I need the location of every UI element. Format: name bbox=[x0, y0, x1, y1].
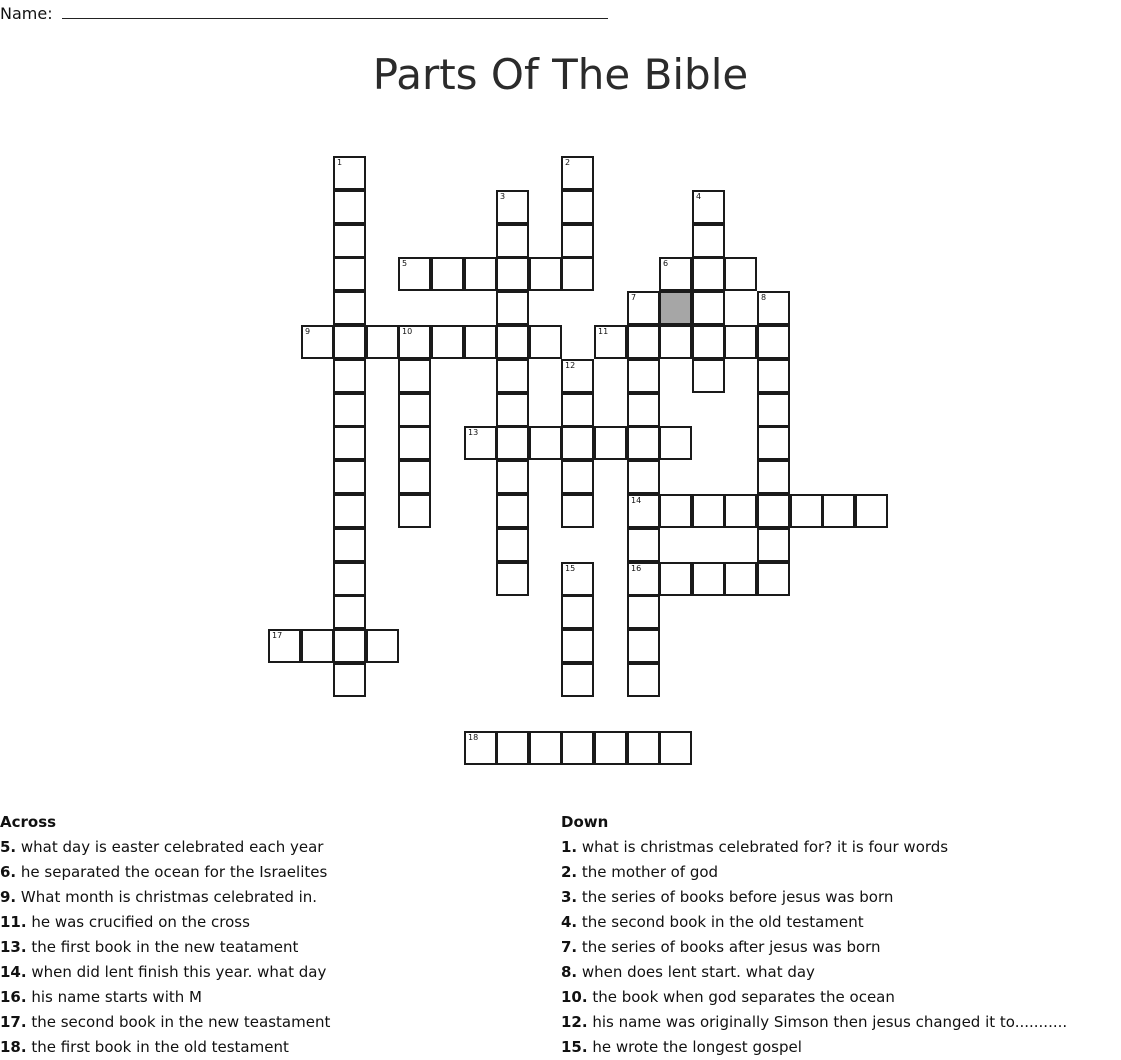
clue-item bbox=[0, 1035, 550, 1060]
clue-item-number: 1. bbox=[561, 838, 578, 856]
clue-item bbox=[561, 1035, 1121, 1060]
crossword-square[interactable] bbox=[594, 426, 627, 460]
clue-item bbox=[561, 985, 1121, 1010]
clue-number: 12 bbox=[565, 361, 576, 370]
crossword-square[interactable] bbox=[627, 528, 660, 562]
crossword-square[interactable] bbox=[692, 291, 725, 325]
crossword-square[interactable] bbox=[333, 663, 366, 697]
crossword-square[interactable] bbox=[333, 595, 366, 629]
crossword-square[interactable] bbox=[561, 494, 594, 528]
clue-item-number: 15. bbox=[561, 1038, 588, 1056]
crossword-square[interactable] bbox=[692, 190, 725, 224]
crossword-square[interactable] bbox=[724, 562, 757, 596]
crossword-square[interactable] bbox=[659, 494, 692, 528]
across-clue-list bbox=[0, 835, 550, 1060]
crossword-square[interactable] bbox=[496, 494, 529, 528]
crossword-square[interactable] bbox=[398, 494, 431, 528]
crossword-square[interactable] bbox=[333, 291, 366, 325]
crossword-square[interactable] bbox=[333, 257, 366, 291]
clue-number: 10 bbox=[402, 327, 413, 336]
crossword-square[interactable] bbox=[724, 325, 757, 359]
crossword-square[interactable] bbox=[757, 528, 790, 562]
crossword-square[interactable] bbox=[627, 562, 660, 596]
clue-item-text: he wrote the longest gospel bbox=[587, 1038, 802, 1056]
crossword-square[interactable] bbox=[561, 224, 594, 258]
clue-item-number: 16. bbox=[0, 988, 27, 1006]
crossword-square[interactable] bbox=[561, 731, 594, 765]
crossword-square[interactable] bbox=[627, 663, 660, 697]
crossword-square[interactable] bbox=[561, 393, 594, 427]
clue-item-number: 6. bbox=[0, 863, 17, 881]
crossword-square[interactable] bbox=[757, 291, 790, 325]
crossword-square[interactable] bbox=[333, 562, 366, 596]
crossword-square[interactable] bbox=[561, 595, 594, 629]
crossword-square[interactable] bbox=[627, 629, 660, 663]
clue-item bbox=[0, 985, 550, 1010]
clue-item-text: he separated the ocean for the Israelites bbox=[16, 863, 328, 881]
crossword-square[interactable] bbox=[398, 359, 431, 393]
clue-item-number: 14. bbox=[0, 963, 27, 981]
crossword-square[interactable] bbox=[529, 325, 562, 359]
clue-item-text: What month is christmas celebrated in. bbox=[16, 888, 318, 906]
crossword-square[interactable] bbox=[561, 359, 594, 393]
crossword-square[interactable] bbox=[659, 731, 692, 765]
shaded-square bbox=[659, 291, 692, 325]
crossword-square[interactable] bbox=[496, 426, 529, 460]
crossword-square[interactable] bbox=[757, 393, 790, 427]
clue-item-number: 5. bbox=[0, 838, 17, 856]
clue-number: 13 bbox=[468, 428, 479, 437]
clue-item-text: the mother of god bbox=[577, 863, 719, 881]
crossword-square[interactable] bbox=[627, 426, 660, 460]
crossword-square[interactable] bbox=[333, 190, 366, 224]
clue-item-text: he was crucified on the cross bbox=[26, 913, 250, 931]
clue-number: 1 bbox=[337, 158, 343, 167]
crossword-square[interactable] bbox=[398, 257, 431, 291]
crossword-square[interactable] bbox=[496, 528, 529, 562]
clue-item bbox=[561, 935, 1121, 960]
crossword-square[interactable] bbox=[822, 494, 855, 528]
clue-item-text: the first book in the new teatament bbox=[26, 938, 299, 956]
crossword-square[interactable] bbox=[561, 663, 594, 697]
crossword-square[interactable] bbox=[333, 224, 366, 258]
crossword-square[interactable] bbox=[757, 562, 790, 596]
crossword-square[interactable] bbox=[529, 731, 562, 765]
clue-number: 4 bbox=[696, 192, 702, 201]
crossword-square[interactable] bbox=[496, 460, 529, 494]
clue-item-number: 18. bbox=[0, 1038, 27, 1056]
crossword-square[interactable] bbox=[757, 460, 790, 494]
across-heading: Across bbox=[0, 813, 57, 831]
down-clues bbox=[561, 810, 1121, 1060]
crossword-square[interactable] bbox=[301, 629, 334, 663]
clue-item-text: the series of books after jesus was born bbox=[577, 938, 881, 956]
page-title: Parts Of The Bible bbox=[372, 50, 749, 99]
crossword-square[interactable] bbox=[431, 325, 464, 359]
crossword-square[interactable] bbox=[496, 359, 529, 393]
across-clues bbox=[0, 810, 550, 1060]
crossword-square[interactable] bbox=[398, 393, 431, 427]
clue-number: 14 bbox=[631, 496, 642, 505]
crossword-square[interactable] bbox=[855, 494, 888, 528]
crossword-square[interactable] bbox=[464, 426, 497, 460]
crossword-square[interactable] bbox=[561, 190, 594, 224]
crossword-square[interactable] bbox=[529, 257, 562, 291]
clue-item bbox=[561, 860, 1121, 885]
crossword-square[interactable] bbox=[301, 325, 334, 359]
clue-number: 11 bbox=[598, 327, 609, 336]
clue-item-text: the first book in the old testament bbox=[26, 1038, 289, 1056]
clue-item-number: 2. bbox=[561, 863, 578, 881]
crossword-square[interactable] bbox=[692, 224, 725, 258]
crossword-square[interactable] bbox=[496, 393, 529, 427]
crossword-square[interactable] bbox=[659, 562, 692, 596]
clue-item-text: when did lent finish this year. what day bbox=[26, 963, 327, 981]
crossword-square[interactable] bbox=[561, 426, 594, 460]
clue-number: 15 bbox=[565, 564, 576, 573]
clue-item-text: the series of books before jesus was born bbox=[577, 888, 894, 906]
clue-item bbox=[0, 910, 550, 935]
crossword-square[interactable] bbox=[659, 257, 692, 291]
clue-number: 7 bbox=[631, 293, 637, 302]
crossword-square[interactable] bbox=[333, 629, 366, 663]
crossword-square[interactable] bbox=[333, 426, 366, 460]
crossword-square[interactable] bbox=[659, 325, 692, 359]
clue-item-number: 8. bbox=[561, 963, 578, 981]
crossword-square[interactable] bbox=[561, 562, 594, 596]
clue-number: 5 bbox=[402, 259, 408, 268]
crossword-square[interactable] bbox=[724, 257, 757, 291]
clue-item-number: 12. bbox=[561, 1013, 588, 1031]
clue-number: 9 bbox=[305, 327, 311, 336]
crossword-square[interactable] bbox=[464, 731, 497, 765]
crossword-square[interactable] bbox=[496, 257, 529, 291]
crossword-square[interactable] bbox=[757, 325, 790, 359]
crossword-square[interactable] bbox=[790, 494, 823, 528]
clue-item-text: when does lent start. what day bbox=[577, 963, 815, 981]
crossword-square[interactable] bbox=[496, 325, 529, 359]
clue-item-number: 3. bbox=[561, 888, 578, 906]
crossword-square[interactable] bbox=[627, 325, 660, 359]
clue-item bbox=[561, 885, 1121, 910]
crossword-square[interactable] bbox=[496, 731, 529, 765]
crossword-square[interactable] bbox=[398, 325, 431, 359]
clue-number: 8 bbox=[761, 293, 767, 302]
clue-item bbox=[0, 960, 550, 985]
clue-item-number: 4. bbox=[561, 913, 578, 931]
crossword-square[interactable] bbox=[561, 257, 594, 291]
crossword-square[interactable] bbox=[757, 494, 790, 528]
crossword-square[interactable] bbox=[333, 393, 366, 427]
crossword-square[interactable] bbox=[333, 460, 366, 494]
crossword-square[interactable] bbox=[496, 190, 529, 224]
clue-item bbox=[0, 860, 550, 885]
crossword-square[interactable] bbox=[627, 731, 660, 765]
crossword-square[interactable] bbox=[692, 257, 725, 291]
clue-item-text: the second book in the old testament bbox=[577, 913, 864, 931]
clue-item bbox=[0, 935, 550, 960]
clue-item bbox=[561, 835, 1121, 860]
crossword-square[interactable] bbox=[692, 325, 725, 359]
crossword-square[interactable] bbox=[529, 426, 562, 460]
clue-item-text: the second book in the new teastament bbox=[26, 1013, 331, 1031]
crossword-square[interactable] bbox=[627, 291, 660, 325]
clue-item-text: what is christmas celebrated for? it is four words bbox=[577, 838, 949, 856]
crossword-square[interactable] bbox=[627, 595, 660, 629]
clue-item-number: 17. bbox=[0, 1013, 27, 1031]
clue-item-number: 10. bbox=[561, 988, 588, 1006]
crossword-square[interactable] bbox=[366, 325, 399, 359]
clue-number: 6 bbox=[663, 259, 669, 268]
clue-item-number: 7. bbox=[561, 938, 578, 956]
crossword-square[interactable] bbox=[724, 494, 757, 528]
crossword-square[interactable] bbox=[757, 359, 790, 393]
clue-item-text: what day is easter celebrated each year bbox=[16, 838, 324, 856]
crossword-square[interactable] bbox=[333, 156, 366, 190]
clue-number: 16 bbox=[631, 564, 642, 573]
clue-item bbox=[561, 1010, 1121, 1035]
crossword-square[interactable] bbox=[594, 731, 627, 765]
crossword-square[interactable] bbox=[496, 224, 529, 258]
clue-item bbox=[0, 835, 550, 860]
down-heading: Down bbox=[561, 813, 609, 831]
crossword-square[interactable] bbox=[627, 460, 660, 494]
clue-item bbox=[0, 1010, 550, 1035]
clue-number: 18 bbox=[468, 733, 479, 742]
name-label: Name: bbox=[0, 4, 58, 23]
crossword-square[interactable] bbox=[594, 325, 627, 359]
crossword-square[interactable] bbox=[627, 494, 660, 528]
clue-item bbox=[0, 885, 550, 910]
crossword-square[interactable] bbox=[496, 291, 529, 325]
crossword-square[interactable] bbox=[692, 359, 725, 393]
crossword-square[interactable] bbox=[398, 460, 431, 494]
crossword-square[interactable] bbox=[464, 325, 497, 359]
crossword-square[interactable] bbox=[561, 460, 594, 494]
clue-number: 2 bbox=[565, 158, 571, 167]
crossword-square[interactable] bbox=[627, 359, 660, 393]
crossword-square[interactable] bbox=[333, 494, 366, 528]
crossword-square[interactable] bbox=[398, 426, 431, 460]
crossword-square[interactable] bbox=[268, 629, 301, 663]
crossword-square[interactable] bbox=[627, 393, 660, 427]
clue-item-text: his name starts with M bbox=[26, 988, 202, 1006]
crossword-square[interactable] bbox=[692, 494, 725, 528]
clue-item-text: the book when god separates the ocean bbox=[587, 988, 895, 1006]
clue-number: 17 bbox=[272, 631, 283, 640]
crossword-square[interactable] bbox=[366, 629, 399, 663]
clue-number: 3 bbox=[500, 192, 506, 201]
crossword-square[interactable] bbox=[757, 426, 790, 460]
clue-item-number: 9. bbox=[0, 888, 17, 906]
clue-item bbox=[561, 910, 1121, 935]
clue-item-text: his name was originally Simson then jesus changed it to........... bbox=[587, 1013, 1068, 1031]
clue-item-number: 13. bbox=[0, 938, 27, 956]
down-clue-list bbox=[561, 835, 1121, 1060]
crossword-square[interactable] bbox=[496, 562, 529, 596]
crossword-square[interactable] bbox=[431, 257, 464, 291]
crossword-square[interactable] bbox=[692, 562, 725, 596]
crossword-square[interactable] bbox=[333, 528, 366, 562]
crossword-square[interactable] bbox=[561, 629, 594, 663]
crossword-square[interactable] bbox=[659, 426, 692, 460]
crossword-square[interactable] bbox=[333, 359, 366, 393]
crossword-square[interactable] bbox=[333, 325, 366, 359]
clue-item bbox=[561, 960, 1121, 985]
crossword-square[interactable] bbox=[464, 257, 497, 291]
clue-item-number: 11. bbox=[0, 913, 27, 931]
crossword-square[interactable] bbox=[561, 156, 594, 190]
